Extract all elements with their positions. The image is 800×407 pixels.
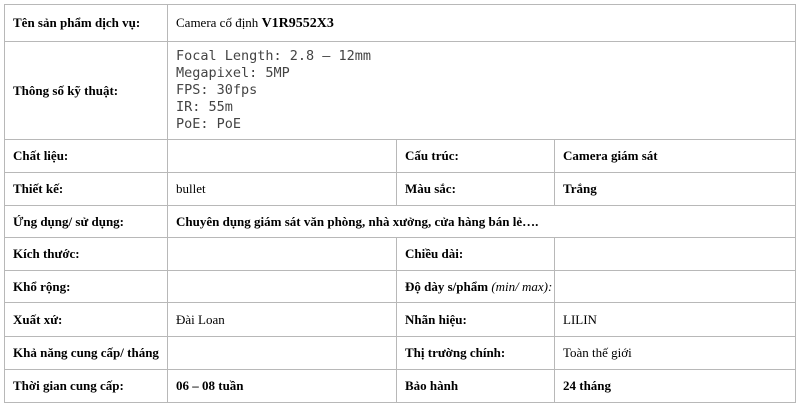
warranty-value: 24 tháng: [555, 370, 796, 403]
spec-line-fps: FPS: 30fps: [176, 82, 258, 98]
row-supply-time: [5, 370, 796, 403]
capacity-label: Khả năng cung cấp/ tháng: [5, 337, 168, 370]
row-capacity: [5, 337, 796, 370]
thickness-label-text: Độ dày s/phẩm: [405, 278, 489, 294]
specs-label: Thông số kỹ thuật:: [5, 42, 168, 140]
origin-label: Xuất xứ:: [5, 303, 168, 337]
design-label: Thiết kế:: [5, 173, 168, 206]
row-usage: [5, 206, 796, 238]
usage-label: Ứng dụng/ sử dụng:: [5, 206, 168, 238]
length-value: [555, 238, 796, 271]
spec-line-focal-length: Focal Length: 2.8 – 12mm: [176, 48, 372, 64]
main-market-label: Thị trường chính:: [397, 337, 555, 370]
main-market-value: Toàn thế giới: [555, 337, 796, 370]
product-prefix: Camera cố định: [176, 14, 259, 30]
width-value: [168, 271, 397, 303]
size-label: Kích thước:: [5, 238, 168, 271]
specs-value: [168, 42, 796, 140]
row-origin: [5, 303, 796, 337]
thickness-label-note: (min/ max):: [491, 278, 553, 294]
color-value: Trắng: [555, 173, 796, 206]
row-specs: [5, 42, 796, 140]
product-model: V1R9552X3: [261, 15, 334, 31]
design-value: bullet: [168, 173, 397, 206]
origin-value: Đài Loan: [168, 303, 397, 337]
length-label: Chiều dài:: [397, 238, 555, 271]
row-design: [5, 173, 796, 206]
thickness-label: [397, 271, 555, 303]
width-label: Khổ rộng:: [5, 271, 168, 303]
product-name-value: [168, 5, 796, 42]
warranty-label: Bảo hành: [397, 370, 555, 403]
material-label: Chất liệu:: [5, 140, 168, 173]
row-material: [5, 140, 796, 173]
supply-time-label: Thời gian cung cấp:: [5, 370, 168, 403]
product-name-label: Tên sản phẩm dịch vụ:: [5, 5, 168, 42]
spec-line-megapixel: Megapixel: 5MP: [176, 65, 290, 81]
row-width: [5, 271, 796, 303]
material-value: [168, 140, 397, 173]
usage-value: Chuyên dụng giám sát văn phòng, nhà xưởng, cửa hàng bán lẻ….: [168, 206, 796, 238]
supply-time-value: 06 – 08 tuần: [168, 370, 397, 403]
spec-line-ir: IR: 55m: [176, 99, 233, 115]
spec-line-poe: PoE: PoE: [176, 116, 242, 132]
brand-label: Nhãn hiệu:: [397, 303, 555, 337]
structure-label: Cấu trúc:: [397, 140, 555, 173]
size-value: [168, 238, 397, 271]
color-label: Màu sắc:: [397, 173, 555, 206]
product-spec-table: [4, 4, 796, 403]
thickness-value: [555, 271, 796, 303]
capacity-value: [168, 337, 397, 370]
structure-value: Camera giám sát: [555, 140, 796, 173]
row-size: [5, 238, 796, 271]
brand-value: LILIN: [555, 303, 796, 337]
row-product-name: [5, 5, 796, 42]
